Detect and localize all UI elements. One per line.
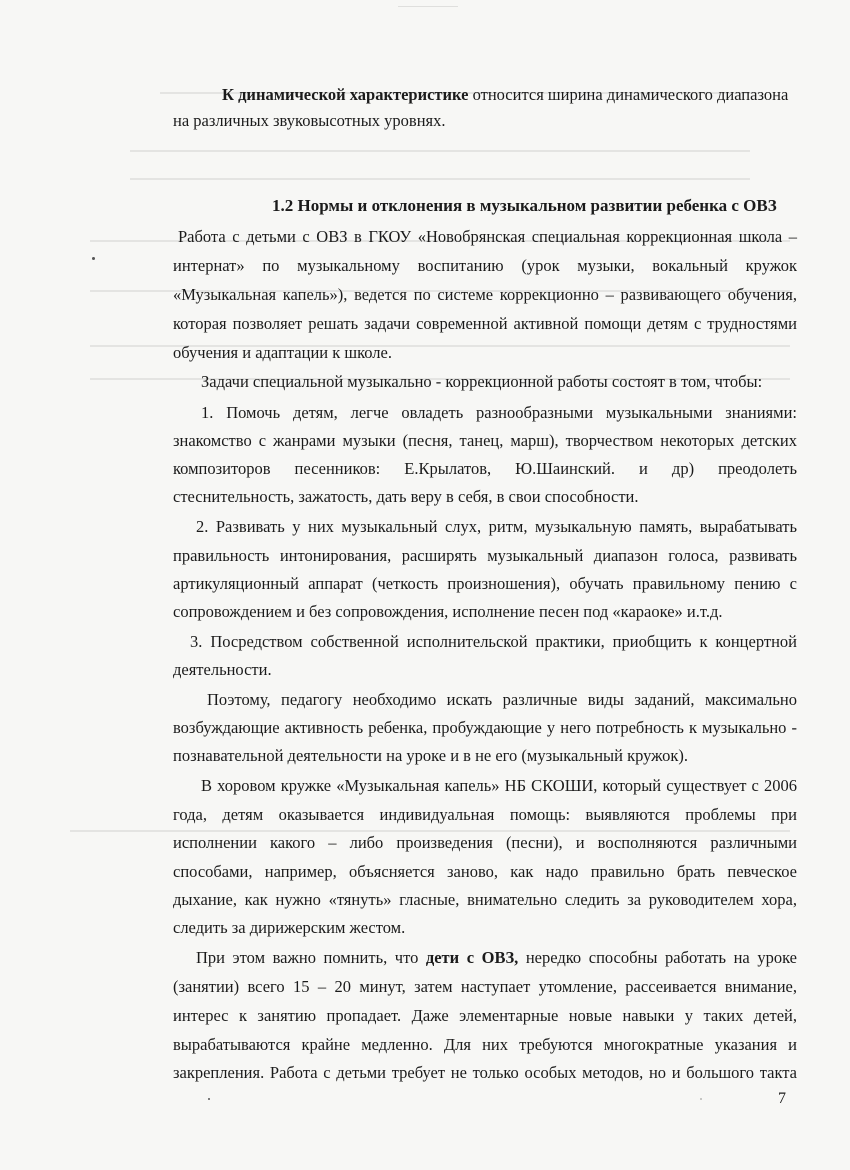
scan-speck <box>208 1098 210 1100</box>
para2-line: которая позволяет решать задачи современной активной помощи детям с трудностями <box>173 314 797 333</box>
item2-line: артикуляционный аппарат (четкость произношения), обучать правильному пению с <box>173 574 797 593</box>
item3-line: деятельности. <box>173 660 272 679</box>
para6-line: интерес к занятию пропадает. Даже элементарные новые навыки у таких детей, <box>173 1006 797 1025</box>
para4-line: возбуждающие активность ребенка, пробуждающие у него потребность к музыкально - <box>173 718 797 737</box>
item2-line: правильность интонирования, расширять музыкальный диапазон голоса, развивать <box>173 546 797 565</box>
item1-line: композиторов песенников: Е.Крылатов, Ю.Шаинский. и др) преодолеть <box>173 459 797 478</box>
para5-line: года, детям оказывается индивидуальная помощь: выявляются проблемы при <box>173 805 797 824</box>
item2-line: 2. Развивать у них музыкальный слух, ритм, музыкальную память, вырабатывать <box>196 517 797 536</box>
para2-line: обучения и адаптации к школе. <box>173 343 392 362</box>
item2-line: сопровождением и без сопровождения, исполнение песен под «караоке» и.т.д. <box>173 602 723 621</box>
para5-line: дыхание, как нужно «тянуть» гласные, внимательно следить за руководителем хора, <box>173 890 797 909</box>
para4-line: Поэтому, педагогу необходимо искать различные виды заданий, максимально <box>207 690 797 709</box>
scan-speck <box>700 1098 702 1100</box>
item1-line: стеснительность, зажатость, дать веру в себя, в свои способности. <box>173 487 639 506</box>
top-edge-smudge <box>398 6 458 17</box>
para5-line: В хоровом кружке «Музыкальная капель» НБ СКОШИ, который существует с 2006 <box>201 776 797 795</box>
para6-line1-post: нередко способны работать на уроке <box>518 948 797 967</box>
para6-line1-pre: При этом важно помнить, что <box>196 948 426 967</box>
para6-line1 <box>196 947 797 969</box>
para1-bold-lead: К динамической характеристике <box>222 85 469 104</box>
para4-line: познавательной деятельности на уроке и в не его (музыкальный кружок). <box>173 746 689 765</box>
page-number: 7 <box>778 1090 786 1107</box>
section-heading: 1.2 Нормы и отклонения в музыкальном развитии ребенка с ОВЗ <box>272 196 777 215</box>
item1-line: знакомство с жанрами музыки (песня, танец, марш), творчеством некоторых детских <box>173 431 797 450</box>
para6-bold-phrase: дети с ОВЗ, <box>425 948 519 967</box>
para5-line: следить за дирижерским жестом. <box>173 918 406 937</box>
para6-line: закрепления. Работа с детьми требует не только особых методов, но и большого такта <box>173 1063 797 1082</box>
para2-line: Работа с детьми с ОВЗ в ГКОУ «Новобрянская специальная коррекционная школа – <box>178 227 797 246</box>
para6-line: (занятии) всего 15 – 20 минут, затем наступает утомление, рассеивается внимание, <box>173 977 797 996</box>
para2-line: «Музыкальная капель»), ведется по системе коррекционно – развивающего обучения, <box>173 285 797 304</box>
para5-line: исполнении какого – либо произведения (песни), и восполняются различными <box>173 833 797 852</box>
para1-line2: на различных звуковысотных уровнях. <box>173 111 446 130</box>
item1-line: 1. Помочь детям, легче овладеть разнообразными музыкальными знаниями: <box>201 403 797 422</box>
para1-line1-rest: относится ширина динамического диапазона <box>468 85 789 104</box>
para3-line: Задачи специальной музыкально - коррекционной работы состоят в том, чтобы: <box>201 372 763 391</box>
para1-line1 <box>222 84 788 106</box>
item3-line: 3. Посредством собственной исполнительской практики, приобщить к концертной <box>190 632 797 651</box>
para6-line: вырабатываются крайне медленно. Для них требуются многократные указания и <box>173 1035 797 1054</box>
scan-speck <box>92 257 95 260</box>
para2-line: интернат» по музыкальному воспитанию (урок музыки, вокальный кружок <box>173 256 797 275</box>
para5-line: способами, например, объясняется заново, как надо правильно брать певческое <box>173 862 797 881</box>
